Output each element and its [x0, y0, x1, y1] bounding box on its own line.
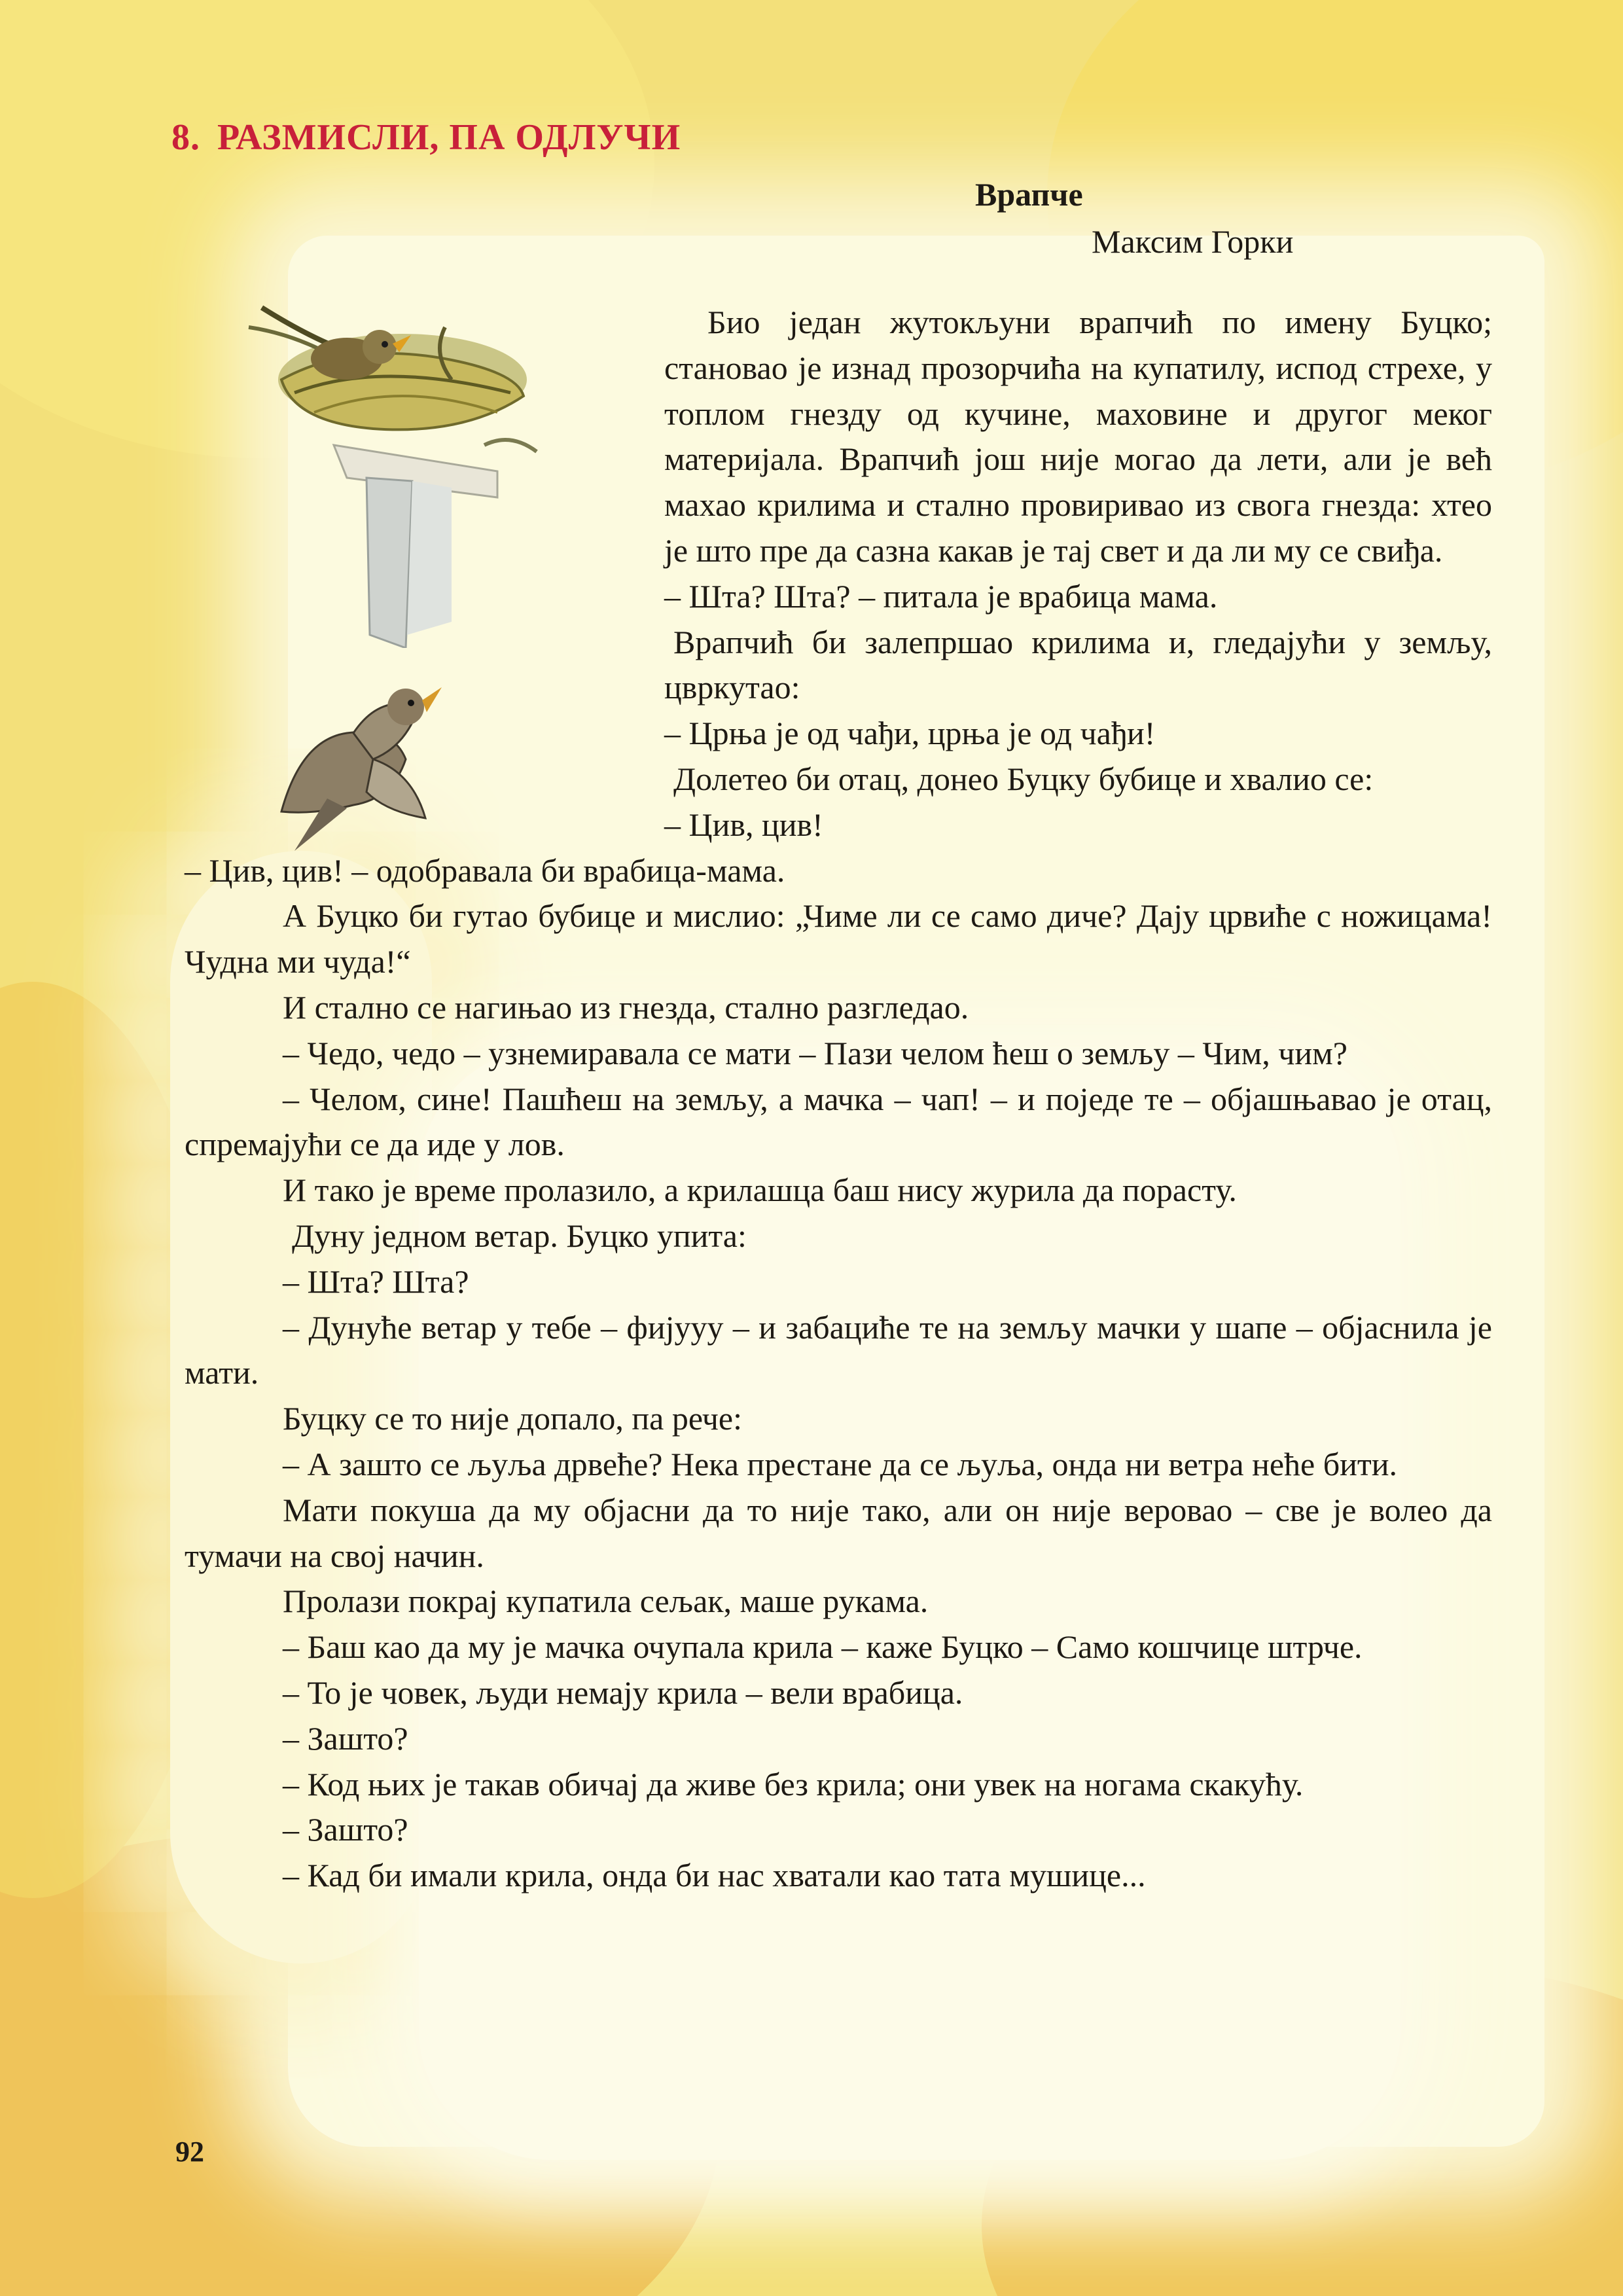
- paragraph: Пролази покрај купатила сељак, маше рукама.: [283, 1583, 929, 1620]
- paragraph: – Шта? Шта? – питала је врабица мама.: [664, 577, 1218, 615]
- paragraph: Дуну једном ветар. Буцко упита:: [292, 1217, 747, 1254]
- paragraph: – Дунуће ветар у тебе – фијууу – и забациће те на земљу мачки у шапе – објаснила је мати.: [185, 1308, 1492, 1391]
- section-number: 8.: [171, 117, 200, 158]
- section-heading: [171, 117, 681, 158]
- paragraph: – Челом, сине! Пашћеш на земљу, а мачка – чап! – и поједе те – објашњавао је отац, спремајући се да иде у лов.: [185, 1080, 1492, 1163]
- paragraph: Био један жутокљуни врапчић по имену Буцко; становао је изнад прозорчића на купатилу, испод стрехе, у топлом гнезду од кучине, маховине и другог меког материјала. Врапчић још није могао да лети, али је већ махао крилима и стално провиривао из свога гнезда: хтео је што пре да сазна какав је тај свет и да ли му се свиђа.: [664, 304, 1492, 569]
- story-text: [185, 300, 1492, 1899]
- paragraph: – То је човек, људи немају крила – вели врабица.: [283, 1674, 963, 1711]
- paragraph: А Буцко би гутао бубице и мислио: „Чиме ли се само диче? Дају црвиће с ножицама! Чудна ми чуда!“: [185, 897, 1492, 980]
- paragraph: Долетео би отац, донео Буцку бубице и хвалио се:: [673, 760, 1374, 797]
- section-title: РАЗМИСЛИ, ПА ОДЛУЧИ: [217, 117, 681, 158]
- paragraph: – Цив, цив! – одобравала би врабица-мама.: [185, 852, 785, 889]
- paragraph: – Цив, цив!: [664, 806, 823, 843]
- paragraph: – Зашто?: [283, 1719, 408, 1757]
- paragraph: – Зашто?: [283, 1811, 408, 1848]
- paragraph: – А зашто се љуља дрвеће? Нека престане да се љуља, онда ни ветра неће бити.: [283, 1445, 1398, 1482]
- story-author: Максим Горки: [1092, 223, 1294, 260]
- paragraph: – Шта? Шта?: [283, 1263, 469, 1300]
- paragraph: Врапчић би залепршао крилима и, гледајући у земљу, цвркутао:: [664, 623, 1492, 706]
- paragraph: Буцку се то није допало, па рече:: [283, 1400, 743, 1437]
- page-number: 92: [175, 2136, 204, 2168]
- paragraph: – Кад би имали крила, онда би нас хватали као тата мушице...: [283, 1857, 1146, 1894]
- paragraph: – Чедо, чедо – узнемиравала се мати – Пази челом ћеш о земљу – Чим, чим?: [283, 1034, 1347, 1071]
- story-title: Врапче: [975, 176, 1083, 213]
- paragraph: И тако је време пролазило, а крилашца баш нису журила да порасту.: [283, 1172, 1237, 1209]
- paragraph: Мати покуша да му објасни да то није тако, али он није веровао – све је волео да тумачи на свој начин.: [185, 1491, 1492, 1574]
- paragraph: – Баш као да му је мачка очупала крила – каже Буцко – Само кошчице штрче.: [283, 1628, 1363, 1666]
- paragraph: – Црња је од чађи, црња је од чађи!: [664, 715, 1156, 752]
- paragraph: – Код њих је такав обичај да живе без крила; они увек на ногама скакућу.: [283, 1765, 1304, 1803]
- paragraph: И стално се нагињао из гнезда, стално разгледао.: [283, 988, 969, 1026]
